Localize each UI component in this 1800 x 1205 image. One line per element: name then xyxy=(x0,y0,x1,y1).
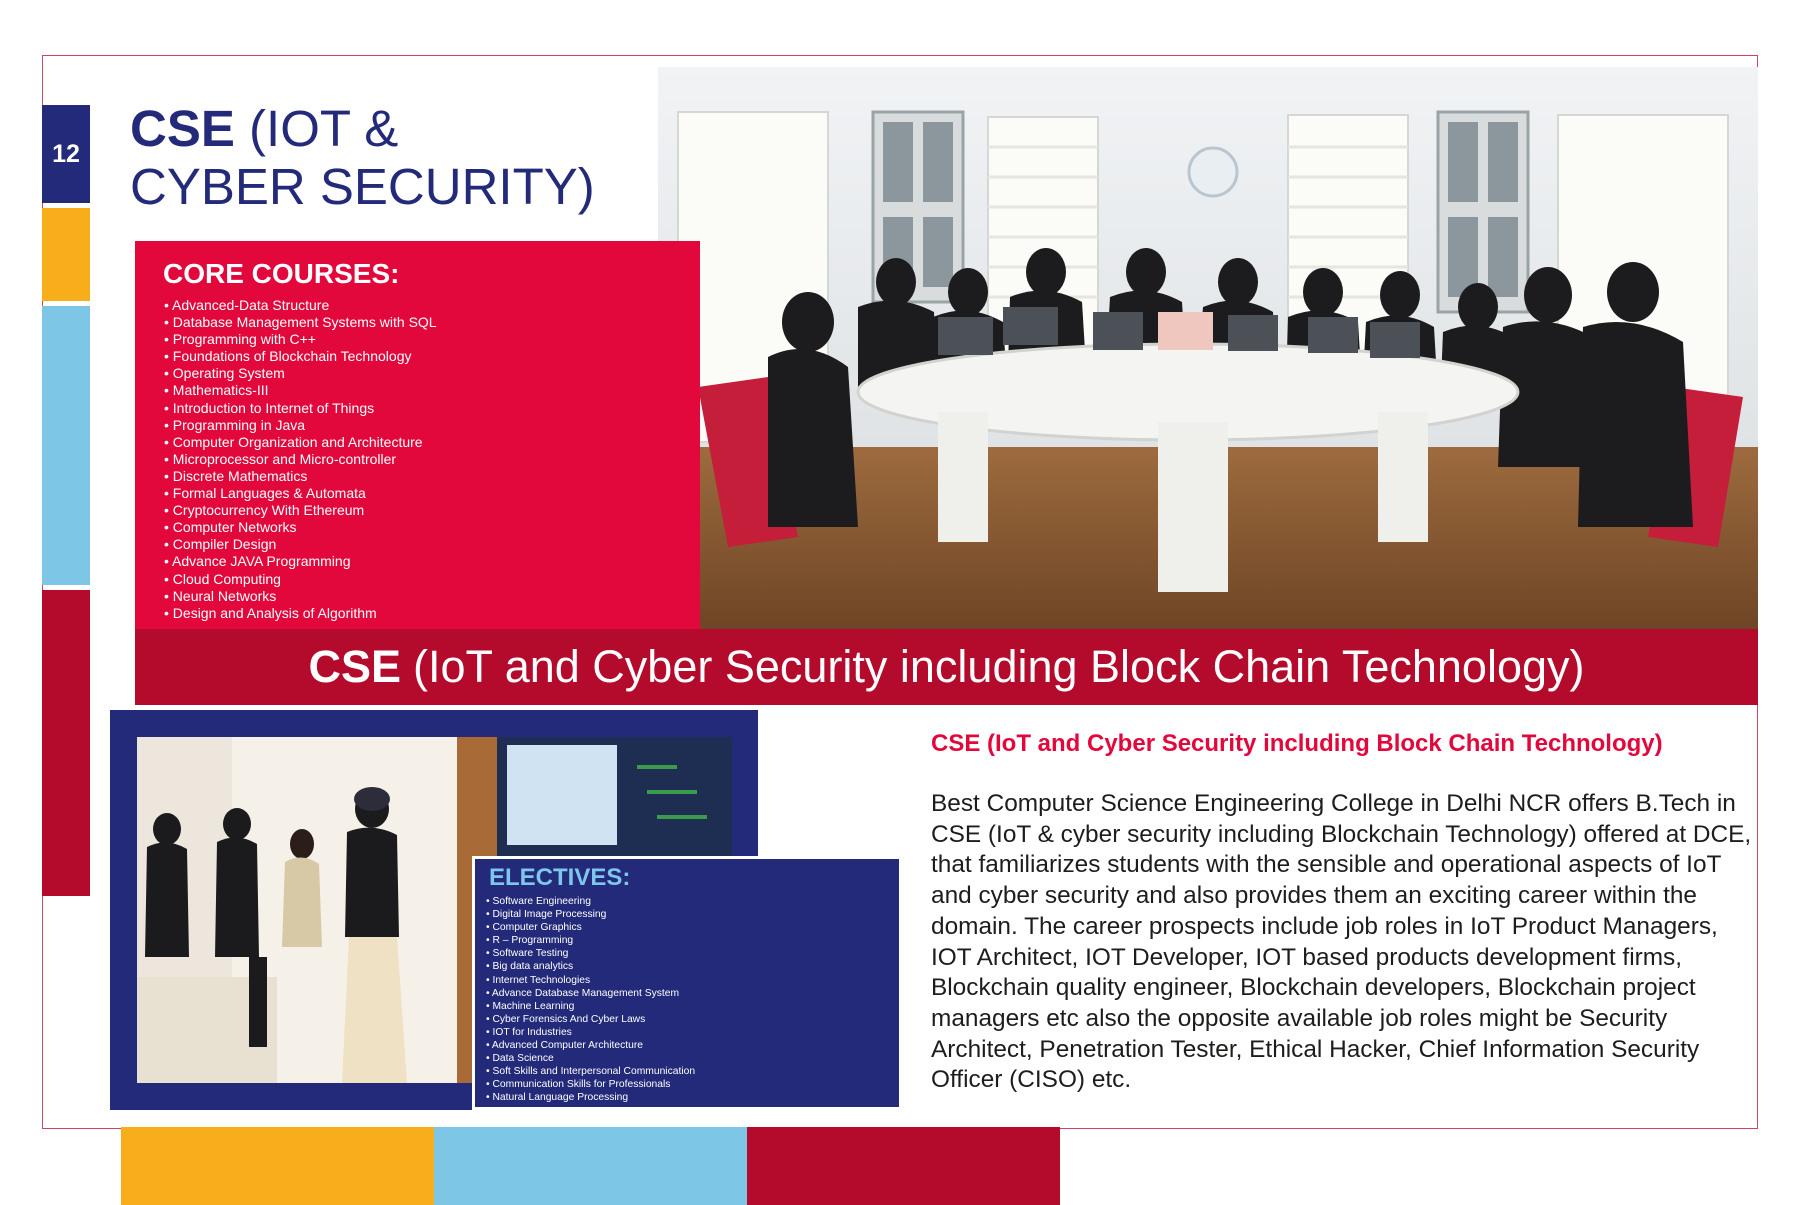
classroom-photo xyxy=(658,67,1758,629)
core-course-item: • Programming with C++ xyxy=(164,331,437,348)
elective-item: • Big data analytics xyxy=(486,960,695,973)
elective-item: • Communication Skills for Professionals xyxy=(486,1078,695,1091)
red-stripe xyxy=(42,590,90,896)
elective-item: • Software Engineering xyxy=(486,895,695,908)
core-courses-heading: CORE COURSES: xyxy=(163,258,400,289)
red-footer-bar xyxy=(747,1127,1060,1205)
description-body: Best Computer Science Engineering College in Delhi NCR offers B.Tech in CSE (IoT & cyber security including Blockchain Technology) offered at DCE, that familiarizes students with the sensible and operational aspects of IoT and cyber security and also provides them an exciting career within the domain. The career prospects include job roles in IoT Product Managers, IOT Architect, IOT Developer, IOT based products development firms, Blockchain quality engineer, Blockchain developers, Blockchain project managers etc also the opposite available job roles might be Security Architect, Penetration Tester, Ethical Hacker, Chief Information Security Officer (CISO) etc. xyxy=(931,790,1752,1094)
core-course-item: • Advance JAVA Programming xyxy=(164,553,437,570)
elective-item: • Advanced Computer Architecture xyxy=(486,1039,695,1052)
yellow-footer-bar xyxy=(121,1127,434,1205)
page-number: 12 xyxy=(42,105,90,203)
core-course-item: • Design and Analysis of Algorithm xyxy=(164,605,437,622)
classroom-photo-illustration xyxy=(658,67,1758,629)
core-course-item: • Cloud Computing xyxy=(164,571,437,588)
core-course-item: • Discrete Mathematics xyxy=(164,468,437,485)
core-course-item: • Mathematics-III xyxy=(164,382,437,399)
program-banner xyxy=(135,629,1758,705)
core-course-item: • Computer Networks xyxy=(164,519,437,536)
elective-item: • Internet Technologies xyxy=(486,974,695,987)
core-course-item: • Formal Languages & Automata xyxy=(164,485,437,502)
elective-item: • IOT for Industries xyxy=(486,1026,695,1039)
elective-item: • R – Programming xyxy=(486,934,695,947)
light-blue-stripe xyxy=(42,306,90,585)
core-course-item: • Advanced-Data Structure xyxy=(164,297,437,314)
core-course-item: • Neural Networks xyxy=(164,588,437,605)
elective-item: • Computer Graphics xyxy=(486,921,695,934)
elective-item: • Advance Database Management System xyxy=(486,987,695,1000)
elective-item: • Natural Language Processing xyxy=(486,1091,695,1104)
title-bold: CSE xyxy=(130,100,235,157)
page-title xyxy=(130,100,650,216)
title-line2: CYBER SECURITY) xyxy=(130,158,595,215)
title-line1: (IOT & xyxy=(249,100,399,157)
core-course-item: • Introduction to Internet of Things xyxy=(164,400,437,417)
elective-item: • Cyber Forensics And Cyber Laws xyxy=(486,1013,695,1026)
core-courses-list xyxy=(164,297,437,622)
core-course-item: • Foundations of Blockchain Technology xyxy=(164,348,437,365)
core-course-item: • Programming in Java xyxy=(164,417,437,434)
light-blue-footer-bar xyxy=(434,1127,747,1205)
core-course-item: • Database Management Systems with SQL xyxy=(164,314,437,331)
core-course-item: • Operating System xyxy=(164,365,437,382)
elective-item: • Soft Skills and Interpersonal Communication xyxy=(486,1065,695,1078)
core-course-item: • Cryptocurrency With Ethereum xyxy=(164,502,437,519)
elective-item: • Machine Learning xyxy=(486,1000,695,1013)
elective-item: • Data Science xyxy=(486,1052,695,1065)
electives-heading: ELECTIVES: xyxy=(489,864,631,891)
banner-text: (IoT and Cyber Security including Block Chain Technology) xyxy=(413,641,1585,692)
electives-list xyxy=(486,895,695,1105)
elective-item: • Digital Image Processing xyxy=(486,908,695,921)
yellow-stripe xyxy=(42,208,90,301)
core-course-item: • Computer Organization and Architecture xyxy=(164,434,437,451)
core-course-item: • Microprocessor and Micro-controller xyxy=(164,451,437,468)
elective-item: • Software Testing xyxy=(486,947,695,960)
core-course-item: • Compiler Design xyxy=(164,536,437,553)
banner-bold: CSE xyxy=(308,641,402,692)
description-heading: CSE (IoT and Cyber Security including Block Chain Technology) xyxy=(931,730,1663,757)
